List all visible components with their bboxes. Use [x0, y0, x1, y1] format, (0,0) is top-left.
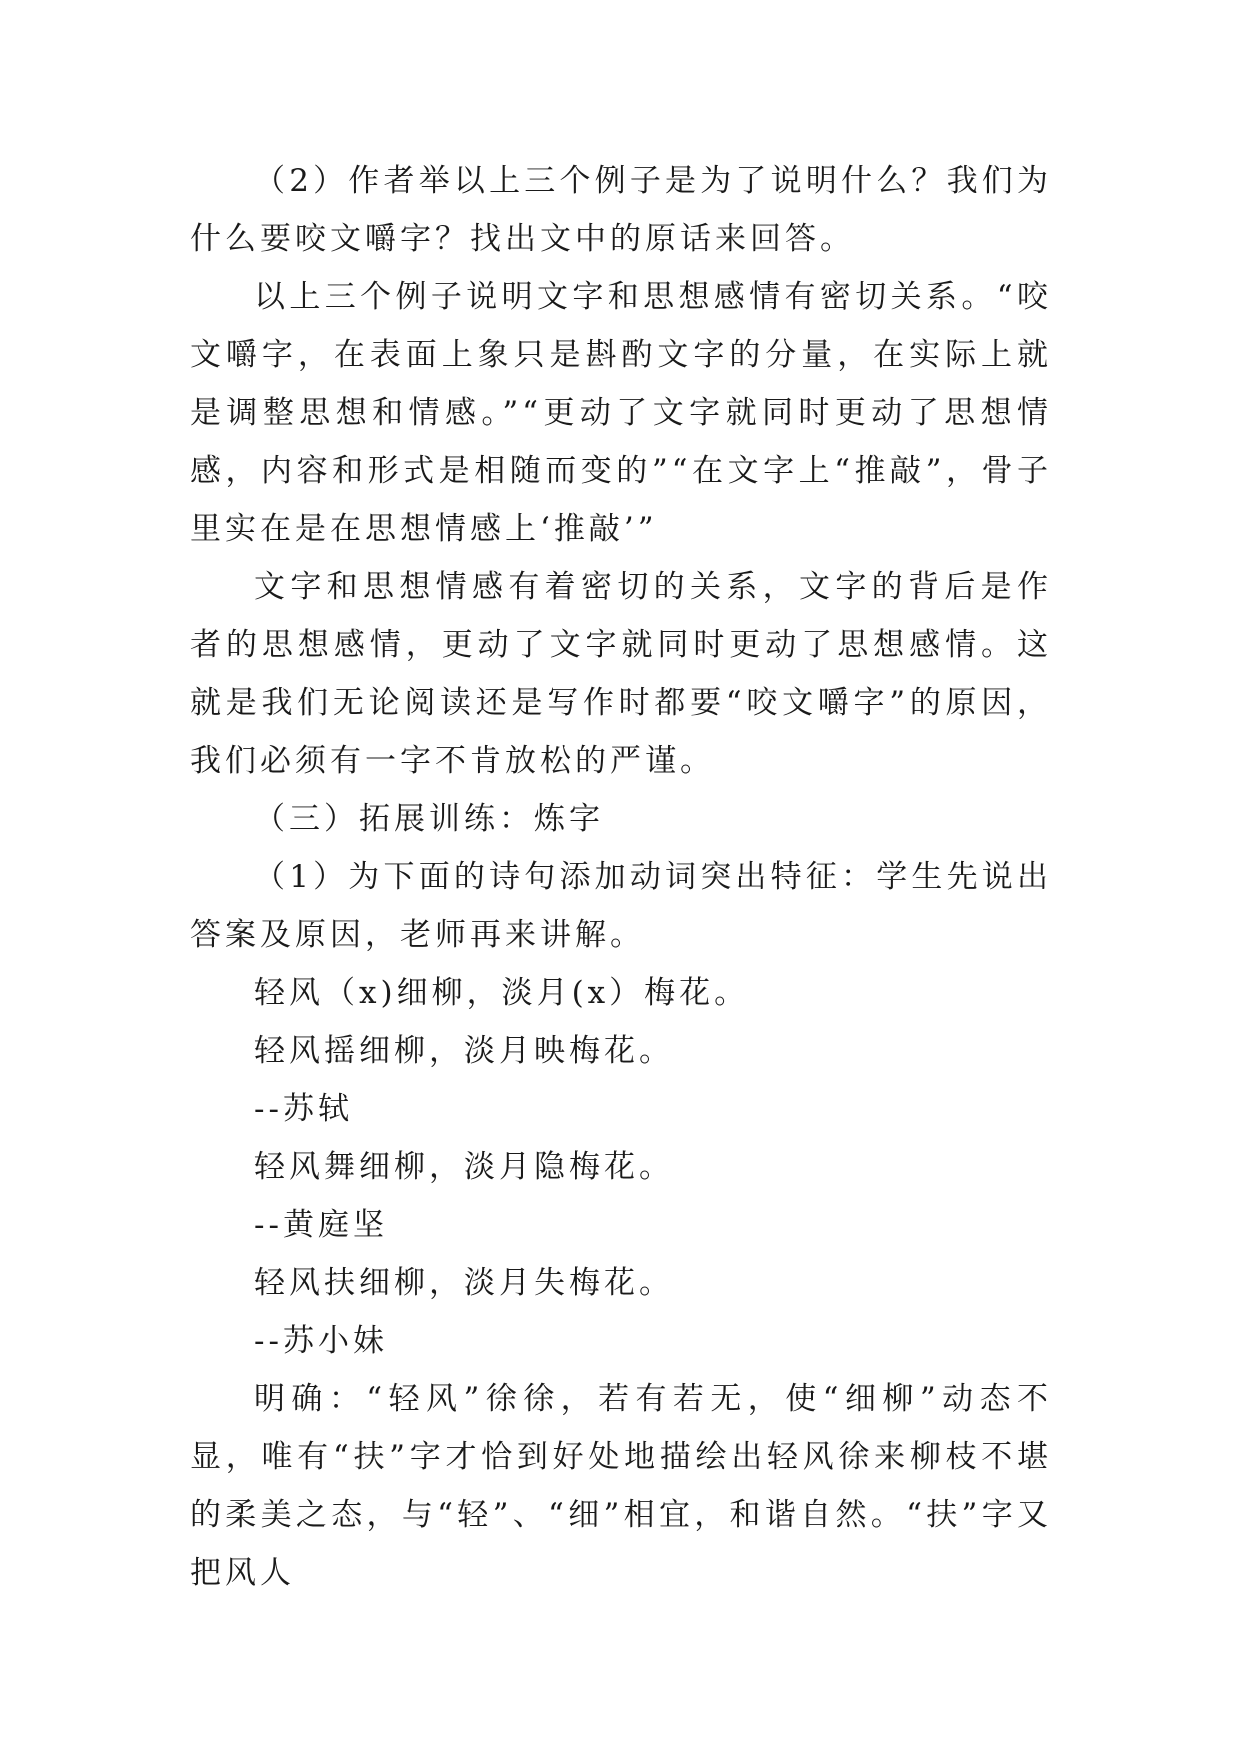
- explanation-paragraph: 文字和思想情感有着密切的关系，文字的背后是作者的思想感情，更动了文字就同时更动了思想感情。这就是我们无论阅读还是写作时都要“咬文嚼字”的原因，我们必须有一字不肯放松的严谨。: [190, 569, 1052, 779]
- poem-version-line: 轻风扶细柳，淡月失梅花。: [254, 1265, 674, 1301]
- poem-author-line: --黄庭坚: [254, 1207, 388, 1243]
- poem-author-line: --苏轼: [254, 1091, 353, 1127]
- conclusion-paragraph: 明确：“轻风”徐徐，若有若无，使“细柳”动态不显，唯有“扶”字才恰到好处地描绘出轻风徐来柳枝不堪的柔美之态，与“轻”、“细”相宜，和谐自然。“扶”字又把风人: [190, 1381, 1052, 1591]
- poem-version-line: 轻风摇细柳，淡月映梅花。: [254, 1033, 674, 1069]
- poem-author-line: --苏小妹: [254, 1323, 388, 1359]
- poem-blank-line: 轻风（x)细柳，淡月(x）梅花。: [254, 975, 750, 1011]
- question-paragraph: （2）作者举以上三个例子是为了说明什么？我们为什么要咬文嚼字？找出文中的原话来回答。: [190, 163, 1052, 257]
- document-page: [190, 152, 1052, 1602]
- answer-quotes-paragraph: 以上三个例子说明文字和思想感情有密切关系。“咬文嚼字，在表面上象只是斟酌文字的分量，在实际上就是调整思想和情感。”“更动了文字就同时更动了思想情感，内容和形式是相随而变的”“在文字上“推敲”，骨子里实在是在思想情感上‘推敲’”: [190, 279, 1052, 547]
- poem-version-line: 轻风舞细柳，淡月隐梅花。: [254, 1149, 674, 1185]
- exercise-paragraph: （1）为下面的诗句添加动词突出特征：学生先说出答案及原因，老师再来讲解。: [190, 859, 1052, 953]
- section-heading: （三）拓展训练：炼字: [254, 801, 604, 837]
